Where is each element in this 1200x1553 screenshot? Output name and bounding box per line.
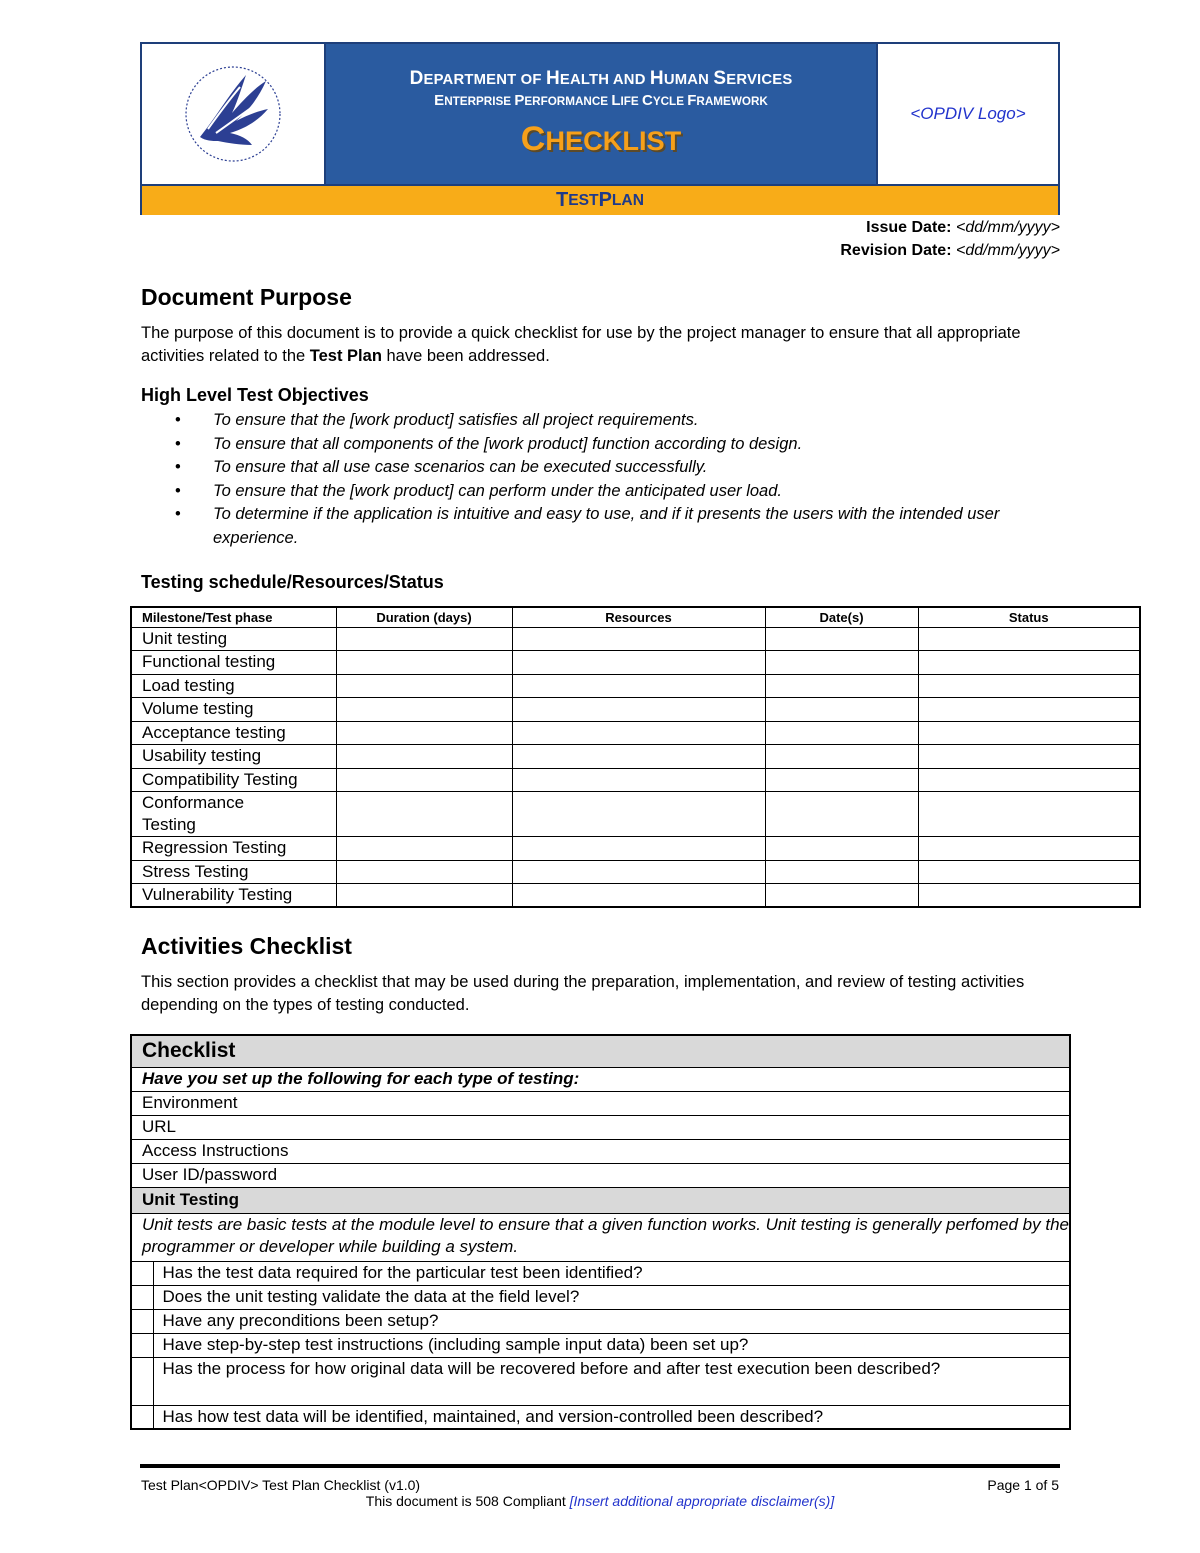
table-cell[interactable] [918, 884, 1140, 908]
schedule-heading: Testing schedule/Resources/Status [141, 572, 444, 592]
table-cell[interactable] [765, 745, 918, 769]
table-row [131, 1333, 1070, 1357]
table-cell[interactable] [336, 674, 512, 698]
table-cell[interactable] [918, 745, 1140, 769]
objectives-heading: High Level Test Objectives [141, 385, 369, 405]
table-cell: Compatibility Testing [131, 768, 336, 792]
checkbox-cell[interactable] [131, 1309, 153, 1333]
table-cell[interactable] [512, 721, 765, 745]
table-cell[interactable] [765, 721, 918, 745]
table-cell: Regression Testing [131, 837, 336, 861]
schedule-table [130, 606, 1141, 908]
table-row [131, 1115, 1070, 1139]
purpose-heading: Document Purpose [141, 284, 352, 310]
table-row [131, 745, 1140, 769]
table-cell[interactable] [918, 674, 1140, 698]
table-row [131, 1309, 1070, 1333]
setup-item: URL [131, 1115, 1070, 1139]
table-cell: Unit testing [131, 627, 336, 651]
table-cell[interactable] [918, 721, 1140, 745]
table-cell[interactable] [918, 792, 1140, 837]
footer-divider [140, 1464, 1060, 1468]
document-type-title: CHECKLIST [520, 120, 682, 158]
table-row [131, 651, 1140, 675]
table-cell[interactable] [765, 651, 918, 675]
table-cell[interactable] [918, 627, 1140, 651]
column-header: Resources [512, 607, 765, 627]
table-row [131, 1067, 1070, 1091]
table-cell: Acceptance testing [131, 721, 336, 745]
table-cell: Usability testing [131, 745, 336, 769]
table-row [131, 1163, 1070, 1187]
table-cell[interactable] [336, 745, 512, 769]
hhs-eagle-icon [178, 59, 288, 169]
table-cell[interactable] [336, 768, 512, 792]
setup-prompt: Have you set up the following for each type of testing: [131, 1067, 1070, 1091]
table-row [131, 627, 1140, 651]
table-row [131, 1357, 1070, 1405]
purpose-text: The purpose of this document is to provide a quick checklist for use by the project manager to ensure that all appropriate activities related to the Test Plan have been addressed. [141, 324, 1021, 365]
table-row [131, 1405, 1070, 1429]
revision-date: Revision Date: <dd/mm/yyyy> [840, 242, 1060, 259]
checkbox-cell[interactable] [131, 1285, 153, 1309]
framework-name: ENTERPRISE PERFORMANCE LIFE CYCLE FRAMEWORK [434, 92, 768, 109]
table-cell[interactable] [765, 837, 918, 861]
document-subject-bar: T EST P LAN [142, 184, 1058, 215]
page-number: Page 1 of 5 [987, 1477, 1059, 1493]
column-header: Date(s) [765, 607, 918, 627]
document-dates [840, 216, 1060, 262]
table-cell[interactable] [765, 860, 918, 884]
table-row [131, 698, 1140, 722]
table-cell: Vulnerability Testing [131, 884, 336, 908]
setup-item: User ID/password [131, 1163, 1070, 1187]
table-cell: Functional testing [131, 651, 336, 675]
footer-document-name: Test Plan<OPDIV> Test Plan Checklist (v1.0) [141, 1477, 421, 1493]
checklist-table [130, 1034, 1071, 1430]
table-row [131, 674, 1140, 698]
table-cell[interactable] [512, 698, 765, 722]
checklist-question: Does the unit testing validate the data at the field level? [153, 1285, 1070, 1309]
table-row [131, 1091, 1070, 1115]
table-row [131, 768, 1140, 792]
column-header: Milestone/Test phase [131, 607, 336, 627]
issue-date: Issue Date: <dd/mm/yyyy> [866, 219, 1060, 236]
table-cell[interactable] [512, 837, 765, 861]
list-item: • To ensure that all use case scenarios can be executed successfully. [175, 458, 708, 476]
list-item: • To ensure that the [work product] satisfies all project requirements. [175, 411, 699, 429]
table-cell[interactable] [336, 837, 512, 861]
table-cell[interactable] [512, 745, 765, 769]
table-cell[interactable] [765, 884, 918, 908]
table-row [131, 1187, 1070, 1213]
table-cell[interactable] [765, 627, 918, 651]
table-row [131, 792, 1140, 837]
activities-text: This section provides a checklist that may be used during the preparation, implementation, and review of testing activities depending on the types of testing conducted. [141, 973, 1025, 1014]
hhs-seal [142, 44, 326, 184]
purpose-section [141, 282, 1061, 596]
table-cell[interactable] [336, 860, 512, 884]
table-cell[interactable] [512, 627, 765, 651]
table-row [131, 837, 1140, 861]
table-cell[interactable] [918, 860, 1140, 884]
table-header-row [131, 607, 1140, 627]
table-row [131, 1285, 1070, 1309]
department-name: DEPARTMENT OF HEALTH AND HUMAN SERVICES [409, 68, 793, 89]
checklist-question: Has how test data will be identified, maintained, and version-controlled been described? [153, 1405, 1070, 1429]
table-cell[interactable] [918, 651, 1140, 675]
table-row [131, 860, 1140, 884]
table-row [131, 884, 1140, 908]
table-cell[interactable] [336, 627, 512, 651]
table-cell[interactable] [918, 698, 1140, 722]
table-row [131, 721, 1140, 745]
table-cell[interactable] [512, 651, 765, 675]
table-cell[interactable] [336, 721, 512, 745]
table-cell[interactable] [512, 674, 765, 698]
checkbox-cell[interactable] [131, 1405, 153, 1429]
checklist-question: Have any preconditions been setup? [153, 1309, 1070, 1333]
checkbox-cell[interactable] [131, 1357, 153, 1405]
table-row [131, 1261, 1070, 1285]
table-cell[interactable] [765, 792, 918, 837]
table-cell[interactable] [918, 768, 1140, 792]
checkbox-cell[interactable] [131, 1261, 153, 1285]
table-row [131, 1213, 1070, 1261]
opdiv-logo-placeholder: <OPDIV Logo> [910, 104, 1026, 123]
table-cell[interactable] [512, 884, 765, 908]
table-cell[interactable] [512, 768, 765, 792]
section-heading: Unit Testing [131, 1187, 1070, 1213]
table-cell[interactable] [765, 674, 918, 698]
table-cell: Stress Testing [131, 860, 336, 884]
list-item: • To determine if the application is intuitive and easy to use, and if it presents the users with the intended user experience. [175, 505, 1000, 547]
header-title-block [326, 44, 878, 184]
column-header: Duration (days) [336, 607, 512, 627]
document-header [140, 42, 1060, 215]
setup-item: Access Instructions [131, 1139, 1070, 1163]
checkbox-cell[interactable] [131, 1333, 153, 1357]
table-row [131, 1035, 1070, 1067]
list-item: • To ensure that the [work product] can perform under the anticipated user load. [175, 481, 782, 500]
table-cell[interactable] [336, 884, 512, 908]
checklist-title: Checklist [131, 1035, 1070, 1067]
table-cell[interactable] [336, 651, 512, 675]
table-cell[interactable] [336, 792, 512, 837]
table-cell: Conformance Testing [131, 792, 336, 837]
column-header: Status [918, 607, 1140, 627]
footer-compliance: This document is 508 Compliant [Insert additional appropriate disclaimer(s)] [365, 1493, 835, 1509]
activities-heading: Activities Checklist [141, 933, 352, 959]
table-row [131, 1139, 1070, 1163]
disclaimer-placeholder: [Insert additional appropriate disclaimer(s)] [569, 1493, 835, 1509]
checklist-question: Have step-by-step test instructions (including sample input data) been set up? [153, 1333, 1070, 1357]
objectives-list [141, 409, 1061, 550]
table-cell[interactable] [765, 768, 918, 792]
table-cell[interactable] [512, 860, 765, 884]
table-cell[interactable] [512, 792, 765, 837]
table-cell: Volume testing [131, 698, 336, 722]
table-cell[interactable] [918, 837, 1140, 861]
section-description: Unit tests are basic tests at the module level to ensure that a given function works. Unit testing is generally perfomed by the programmer or developer while building a system. [131, 1213, 1070, 1261]
list-item: • To ensure that all components of the [work product] function according to design. [175, 434, 803, 453]
checklist-question: Has the test data required for the particular test been identified? [153, 1261, 1070, 1285]
table-cell[interactable] [336, 698, 512, 722]
setup-item: Environment [131, 1091, 1070, 1115]
table-cell: Load testing [131, 674, 336, 698]
activities-section [141, 931, 1061, 1017]
checklist-question: Has the process for how original data will be recovered before and after test execution been described? [153, 1357, 1070, 1405]
table-cell[interactable] [765, 698, 918, 722]
